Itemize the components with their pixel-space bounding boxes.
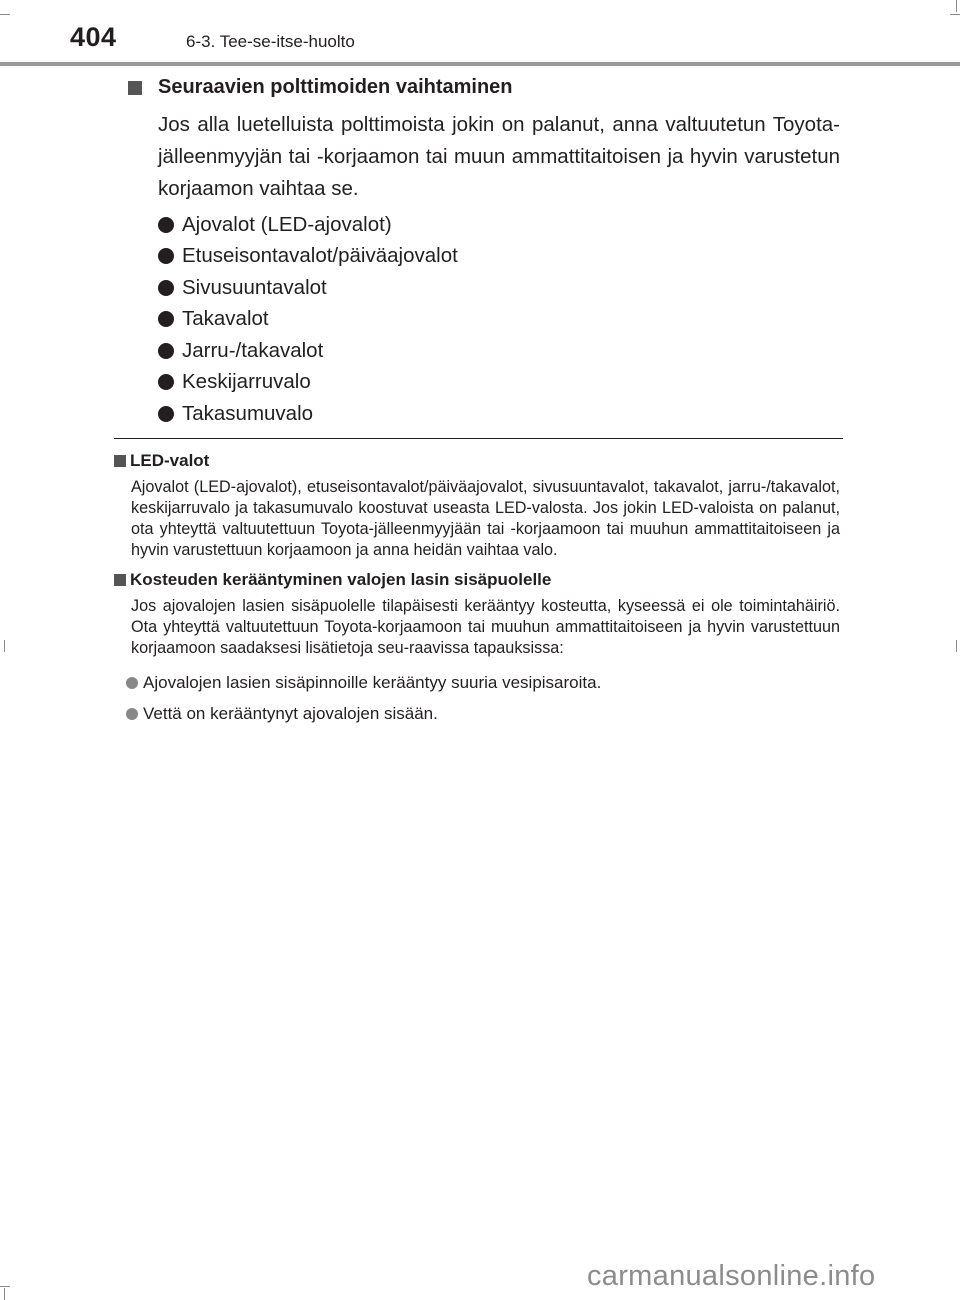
bullet-icon [158, 406, 174, 422]
list-item [158, 209, 840, 241]
bullet-icon [158, 280, 174, 296]
bullet-icon [126, 708, 138, 720]
square-bullet-icon [114, 574, 126, 586]
note-title-text: Kosteuden kerääntyminen valojen lasin sisäpuolelle [130, 570, 552, 589]
list-item-text: Sivusuuntavalot [182, 275, 327, 299]
list-item-text: Jarru-/takavalot [182, 338, 324, 362]
list-item-text: Ajovalot (LED-ajovalot) [182, 212, 392, 236]
page-number: 404 [70, 22, 117, 52]
list-item-text: Ajovalojen lasien sisäpinnoille kerääntyy suuria vesipisaroita. [143, 672, 602, 692]
list-item [126, 667, 840, 698]
watermark: carmanualsonline.info [587, 1260, 876, 1292]
square-bullet-icon [128, 81, 142, 95]
bullet-icon [126, 677, 138, 689]
crop-mark [956, 640, 957, 652]
list-item [158, 335, 840, 367]
crop-mark [956, 0, 957, 12]
notes-section [114, 449, 840, 729]
lamp-list [158, 209, 840, 430]
bullet-icon [158, 217, 174, 233]
list-item-text: Takasumuvalo [182, 401, 314, 425]
list-item [158, 398, 840, 430]
note-body: Ajovalot (LED-ajovalot), etuseisontavalot/päiväajovalot, sivusuuntavalot, takavalot, jarru-/takavalot, keskijarruvalo ja takasumuvalo koostuvat useasta LED-valosta. Jos jokin LED-valoista on palanut, ota yhteyttä valtuutettuun Toyota-jälleenmyyjään tai -korjaamoon tai muuhun ammattitaitoiseen ja hyvin varustettuun korjaamoon ja anna heidän vaihtaa valo. [131, 478, 840, 559]
list-item-text: Keskijarruvalo [182, 370, 311, 394]
heading-text: Seuraavien polttimoiden vaihtaminen [158, 76, 513, 98]
list-item [158, 272, 840, 304]
section-header: 6-3. Tee-se-itse-huolto [186, 32, 355, 51]
list-item [158, 241, 840, 273]
section-divider [114, 438, 843, 439]
bullet-icon [158, 374, 174, 390]
crop-mark [0, 14, 10, 15]
note-title-text: LED-valot [130, 451, 210, 470]
list-item-text: Vettä on kerääntynyt ajovalojen sisään. [143, 703, 438, 723]
list-item-text: Etuseisontavalot/päiväajovalot [182, 244, 458, 268]
main-section [128, 74, 840, 430]
note-list [126, 667, 840, 729]
list-item [158, 367, 840, 399]
bullet-icon [158, 343, 174, 359]
crop-mark [4, 1288, 5, 1300]
bullet-icon [158, 248, 174, 264]
header-rule [0, 62, 960, 66]
bullet-icon [158, 311, 174, 327]
list-item [126, 698, 840, 729]
crop-mark [950, 14, 960, 15]
crop-mark [0, 1286, 10, 1287]
section-heading [128, 76, 840, 99]
list-item [158, 304, 840, 336]
crop-mark [4, 640, 5, 652]
note-title [114, 568, 840, 592]
note-body: Jos ajovalojen lasien sisäpuolelle tilapäisesti kerääntyy kosteutta, kyseessä ei ole toimintahäiriö. Ota yhteyttä valtuutettuun Toyota-korjaamoon tai muuhun ammattitaitoiseen ja hyvin varustettuun korjaamoon saadaksesi lisätietoja seu-raavissa tapauksissa: [131, 597, 840, 657]
note-title [114, 449, 840, 473]
intro-paragraph: Jos alla luetelluista polttimoista jokin on palanut, anna valtuutetun Toyota-jälleenmyyjän tai -korjaamon tai muun ammattitaitoisen ja hyvin varustetun korjaamon vaihtaa se. [158, 113, 840, 200]
list-item-text: Takavalot [182, 307, 269, 331]
square-bullet-icon [114, 455, 126, 467]
